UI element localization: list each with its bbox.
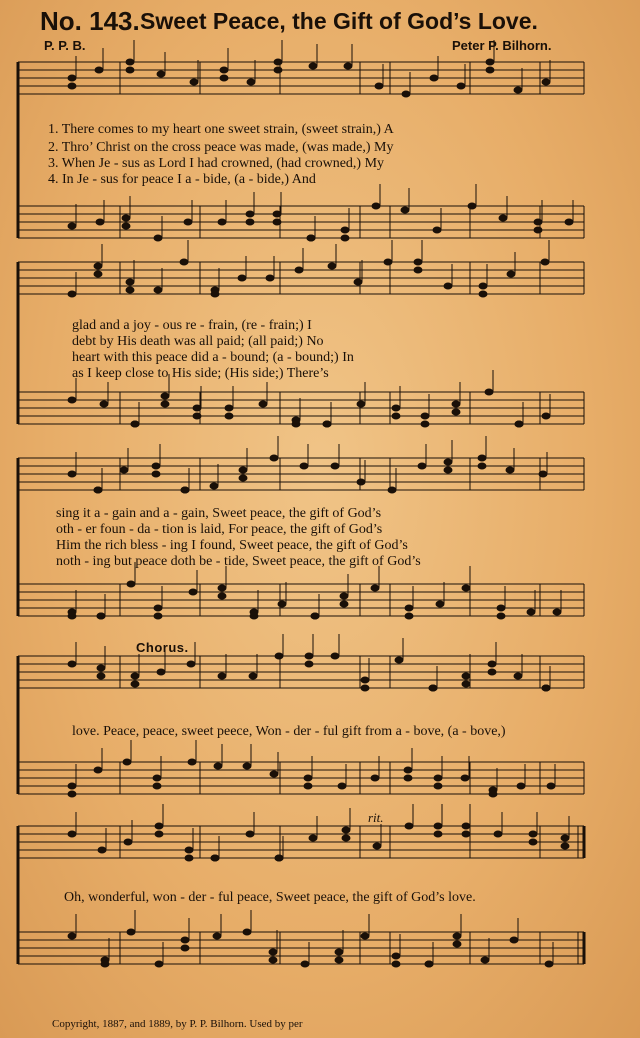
note-head (157, 71, 165, 77)
note-head (561, 835, 569, 841)
note-head (361, 677, 369, 683)
note-head (218, 219, 226, 225)
lyric-line: 2. Thro’ Christ on the cross peace was made, (was made,) My (48, 140, 394, 155)
note-head (246, 831, 254, 837)
note-head (309, 63, 317, 69)
note-head (275, 855, 283, 861)
note-head (373, 843, 381, 849)
note-head (161, 401, 169, 407)
note-head (181, 487, 189, 493)
note-head (529, 831, 537, 837)
note-head (433, 227, 441, 233)
note-head (534, 219, 542, 225)
note-head (246, 219, 254, 225)
note-head (457, 83, 465, 89)
note-head (371, 775, 379, 781)
note-head (468, 203, 476, 209)
note-head (214, 763, 222, 769)
note-head (341, 227, 349, 233)
note-head (453, 933, 461, 939)
note-head (395, 657, 403, 663)
note-head (94, 767, 102, 773)
note-head (534, 227, 542, 233)
note-head (361, 685, 369, 691)
lyric-line: 3. When Je - sus as Lord I had crowned, (had crowned,) My (48, 156, 385, 171)
note-head (239, 475, 247, 481)
note-head (68, 75, 76, 81)
note-head (155, 961, 163, 967)
note-head (157, 669, 165, 675)
note-head (68, 223, 76, 229)
note-head (190, 79, 198, 85)
note-head (547, 783, 555, 789)
note-head (361, 933, 369, 939)
note-head (94, 487, 102, 493)
note-head (479, 283, 487, 289)
note-head (357, 401, 365, 407)
note-head (453, 941, 461, 947)
note-head (154, 235, 162, 241)
note-head (388, 487, 396, 493)
note-head (462, 681, 470, 687)
note-head (97, 613, 105, 619)
note-head (479, 291, 487, 297)
note-head (269, 949, 277, 955)
note-head (100, 401, 108, 407)
note-head (405, 823, 413, 829)
note-head (452, 409, 460, 415)
note-head (414, 259, 422, 265)
note-head (553, 609, 561, 615)
note-head (434, 783, 442, 789)
note-head (462, 823, 470, 829)
lyric-line: as I keep close to His side; (His side;) There’s (72, 366, 329, 381)
note-head (429, 685, 437, 691)
note-head (273, 219, 281, 225)
note-head (155, 823, 163, 829)
note-head (430, 75, 438, 81)
lyric-line: sing it a - gain and a - gain, Sweet peace, the gift of God’s (56, 506, 382, 521)
note-head (342, 827, 350, 833)
note-head (305, 653, 313, 659)
note-head (486, 67, 494, 73)
note-head (218, 593, 226, 599)
note-head (506, 467, 514, 473)
note-head (486, 59, 494, 65)
note-head (497, 613, 505, 619)
note-head (404, 775, 412, 781)
lyric-line: glad and a joy - ous re - frain, (re - frain;) I (72, 318, 312, 333)
note-head (68, 397, 76, 403)
note-head (184, 219, 192, 225)
note-head (220, 75, 228, 81)
note-head (392, 953, 400, 959)
note-head (481, 957, 489, 963)
note-head (181, 937, 189, 943)
note-head (565, 219, 573, 225)
note-head (218, 673, 226, 679)
note-head (68, 933, 76, 939)
note-head (124, 839, 132, 845)
note-head (68, 83, 76, 89)
note-head (126, 287, 134, 293)
note-head (270, 455, 278, 461)
note-head (541, 259, 549, 265)
note-head (96, 219, 104, 225)
note-head (152, 471, 160, 477)
note-head (514, 673, 522, 679)
note-head (270, 771, 278, 777)
note-head (434, 775, 442, 781)
note-head (301, 961, 309, 967)
note-head (497, 605, 505, 611)
note-head (309, 835, 317, 841)
chorus-lyric-line: love. Peace, peace, sweet peece, Won - der - ful gift from a - bove, (a - bove,) (72, 724, 506, 739)
note-head (193, 413, 201, 419)
note-head (154, 613, 162, 619)
lyricist-credit: P. P. B. (44, 38, 86, 53)
note-head (68, 613, 76, 619)
note-head (243, 929, 251, 935)
note-head (300, 463, 308, 469)
note-head (126, 279, 134, 285)
note-head (340, 601, 348, 607)
note-head (269, 957, 277, 963)
note-head (68, 783, 76, 789)
note-head (494, 831, 502, 837)
note-head (131, 673, 139, 679)
note-head (452, 401, 460, 407)
note-head (225, 413, 233, 419)
note-head (97, 673, 105, 679)
note-head (238, 275, 246, 281)
note-head (344, 63, 352, 69)
note-head (154, 287, 162, 293)
note-head (462, 831, 470, 837)
note-head (434, 823, 442, 829)
note-head (275, 653, 283, 659)
note-head (127, 581, 135, 587)
note-head (131, 681, 139, 687)
note-head (305, 661, 313, 667)
note-head (122, 215, 130, 221)
note-head (354, 279, 362, 285)
note-head (421, 413, 429, 419)
note-head (341, 235, 349, 241)
note-head (295, 267, 303, 273)
note-head (68, 291, 76, 297)
note-head (404, 767, 412, 773)
composer-credit: Peter P. Bilhorn. (452, 38, 552, 53)
note-head (68, 661, 76, 667)
note-head (213, 933, 221, 939)
note-head (211, 291, 219, 297)
note-head (239, 467, 247, 473)
note-head (542, 685, 550, 691)
note-head (153, 775, 161, 781)
lyric-line: debt by His death was all paid; (all paid;) No (72, 334, 324, 349)
note-head (392, 413, 400, 419)
note-head (249, 673, 257, 679)
note-head (185, 855, 193, 861)
note-head (488, 661, 496, 667)
note-head (123, 759, 131, 765)
note-head (274, 67, 282, 73)
note-head (418, 463, 426, 469)
note-head (421, 421, 429, 427)
note-head (478, 455, 486, 461)
note-head (517, 783, 525, 789)
note-head (193, 405, 201, 411)
note-head (247, 79, 255, 85)
note-head (335, 949, 343, 955)
note-head (292, 421, 300, 427)
hymn-number: No. 143. (40, 6, 140, 36)
lyric-line: Him the rich bless - ing I found, Sweet peace, the gift of God’s (56, 538, 408, 553)
note-head (425, 961, 433, 967)
note-head (338, 783, 346, 789)
note-head (342, 835, 350, 841)
note-head (375, 83, 383, 89)
note-head (243, 763, 251, 769)
note-head (210, 483, 218, 489)
note-head (371, 585, 379, 591)
note-head (94, 271, 102, 277)
chorus-label: Chorus. (136, 640, 189, 655)
note-head (462, 585, 470, 591)
note-head (527, 609, 535, 615)
lyric-line: 4. In Je - sus for peace I a - bide, (a - bide,) And (48, 172, 316, 187)
note-head (250, 613, 258, 619)
note-head (507, 271, 515, 277)
note-head (97, 665, 105, 671)
note-head (94, 263, 102, 269)
note-head (392, 961, 400, 967)
note-head (311, 613, 319, 619)
note-head (211, 855, 219, 861)
note-head (304, 775, 312, 781)
note-head (154, 605, 162, 611)
note-head (259, 401, 267, 407)
note-head (101, 961, 109, 967)
lyric-line: noth - ing but peace doth be - tide, Sweet peace, the gift of God’s (56, 554, 421, 569)
hymn-title: Sweet Peace, the Gift of God’s Love. (140, 8, 538, 34)
note-head (68, 471, 76, 477)
lyric-line: 1. There comes to my heart one sweet strain, (sweet strain,) A (48, 122, 394, 137)
note-head (402, 91, 410, 97)
note-head (181, 945, 189, 951)
note-head (273, 211, 281, 217)
note-head (307, 235, 315, 241)
note-head (357, 479, 365, 485)
note-head (225, 405, 233, 411)
note-head (98, 847, 106, 853)
note-head (331, 653, 339, 659)
note-head (180, 259, 188, 265)
note-head (328, 263, 336, 269)
note-head (187, 661, 195, 667)
note-head (323, 421, 331, 427)
note-head (331, 463, 339, 469)
note-head (444, 283, 452, 289)
note-head (529, 839, 537, 845)
ritardando-mark: rit. (368, 810, 384, 825)
note-head (335, 957, 343, 963)
note-head (462, 673, 470, 679)
note-head (405, 613, 413, 619)
note-head (405, 605, 413, 611)
note-head (545, 961, 553, 967)
note-head (499, 215, 507, 221)
note-head (436, 601, 444, 607)
note-head (444, 467, 452, 473)
note-head (127, 929, 135, 935)
note-head (542, 413, 550, 419)
note-head (95, 67, 103, 73)
note-head (218, 585, 226, 591)
note-head (246, 211, 254, 217)
lyric-line: oth - er foun - da - tion is laid, For peace, the gift of God’s (56, 522, 383, 537)
note-head (372, 203, 380, 209)
note-head (126, 67, 134, 73)
note-head (155, 831, 163, 837)
note-head (126, 59, 134, 65)
note-head (478, 463, 486, 469)
note-head (188, 759, 196, 765)
chorus-lyric-line: Oh, wonderful, won - der - ful peace, Sweet peace, the gift of God’s love. (64, 890, 476, 905)
note-head (384, 259, 392, 265)
copyright-notice: Copyright, 1887, and 1889, by P. P. Bilhorn. Used by per (52, 1018, 303, 1030)
note-head (185, 847, 193, 853)
note-head (68, 791, 76, 797)
note-head (561, 843, 569, 849)
note-head (514, 87, 522, 93)
note-head (510, 937, 518, 943)
note-head (485, 389, 493, 395)
note-head (189, 589, 197, 595)
note-head (434, 831, 442, 837)
note-head (122, 223, 130, 229)
note-head (340, 593, 348, 599)
note-head (444, 459, 452, 465)
note-head (539, 471, 547, 477)
note-head (274, 59, 282, 65)
note-head (461, 775, 469, 781)
note-head (489, 791, 497, 797)
note-head (68, 831, 76, 837)
note-head (392, 405, 400, 411)
note-head (414, 267, 422, 273)
note-head (542, 79, 550, 85)
note-head (152, 463, 160, 469)
lyric-line: heart with this peace did a - bound; (a - bound;) In (72, 350, 354, 365)
note-head (515, 421, 523, 427)
note-head (488, 669, 496, 675)
note-head (161, 393, 169, 399)
note-head (401, 207, 409, 213)
note-head (304, 783, 312, 789)
note-head (278, 601, 286, 607)
note-head (266, 275, 274, 281)
note-head (131, 421, 139, 427)
note-head (120, 467, 128, 473)
note-head (153, 783, 161, 789)
note-head (220, 67, 228, 73)
